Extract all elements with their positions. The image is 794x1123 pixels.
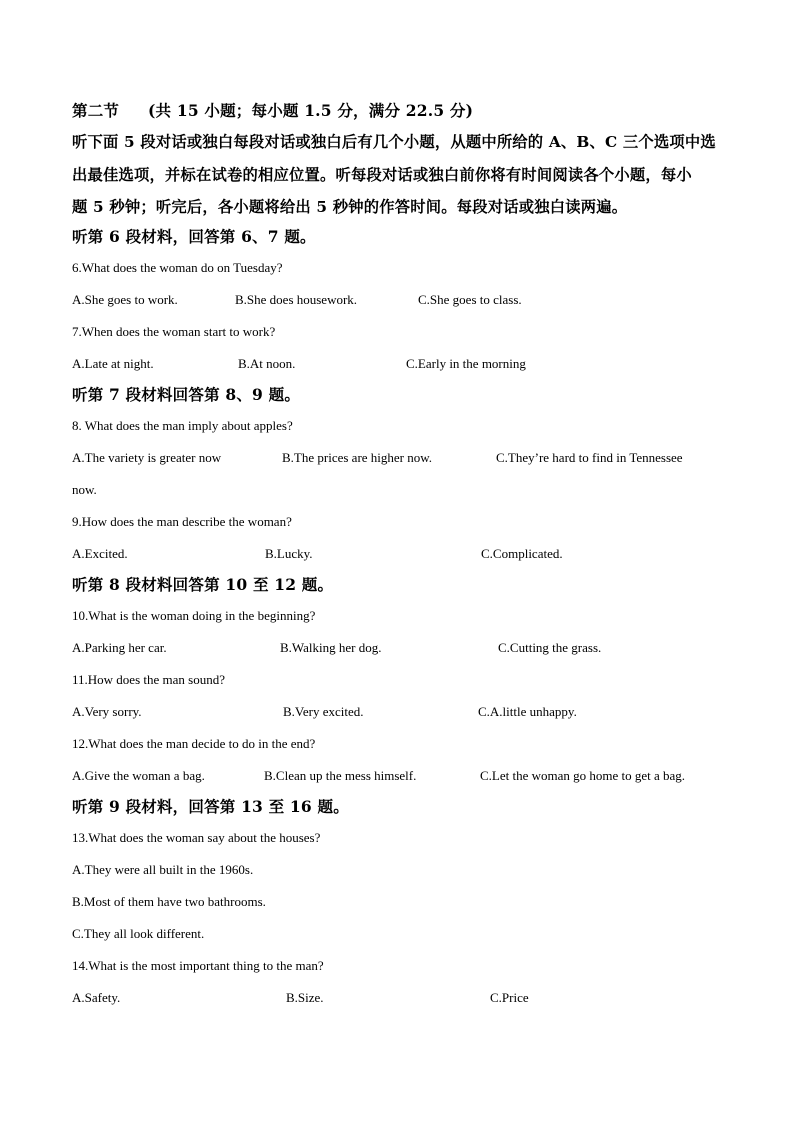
section-title	[72, 96, 732, 126]
question-12	[72, 728, 732, 792]
question-6	[72, 252, 732, 316]
instructions	[72, 126, 732, 222]
question-7	[72, 316, 732, 380]
option-b[interactable]: B.The prices are higher now.	[282, 450, 433, 465]
option-c[interactable]: C.She goes to class.	[418, 292, 522, 307]
instruction-line: 题 5 秒钟；听完后，各小题将给出 5 秒钟的作答时间。每段对话或独白读两遍。	[72, 198, 628, 216]
option-a[interactable]: A.Very sorry.	[72, 704, 142, 719]
option-a[interactable]: A.She goes to work.	[72, 292, 178, 307]
option-b[interactable]: B.Walking her dog.	[280, 640, 382, 655]
group-heading-8: 听第 8 段材料回答第 10 至 12 题。	[72, 575, 334, 594]
option-b[interactable]: B.Most of them have two bathrooms.	[72, 894, 266, 909]
option-a[interactable]: A.Give the woman a bag.	[72, 768, 205, 783]
option-c[interactable]: C.A.little unhappy.	[478, 704, 577, 719]
instruction-line: 听下面 5 段对话或独白每段对话或独白后有几个小题，从题中所给的 A、B、C 三个选项中选	[72, 133, 716, 151]
question-11	[72, 664, 732, 728]
question-stem: 9.How does the man describe the woman?	[72, 514, 292, 529]
option-c-continuation: now.	[72, 482, 97, 497]
option-a[interactable]: A.Parking her car.	[72, 640, 167, 655]
question-options	[72, 760, 732, 792]
option-a[interactable]: A.Safety.	[72, 990, 121, 1005]
option-a[interactable]: A.Late at night.	[72, 356, 154, 371]
option-c[interactable]: C.Let the woman go home to get a bag.	[480, 768, 686, 783]
question-stem: 11.How does the man sound?	[72, 672, 225, 687]
option-c[interactable]: C.Complicated.	[481, 546, 563, 561]
group-heading-9: 听第 9 段材料，回答第 13 至 16 题。	[72, 797, 349, 816]
question-options	[72, 284, 732, 316]
instruction-line: 出最佳选项，并标在试卷的相应位置。听每段对话或独白前你将有时间阅读各个小题，每小	[72, 166, 692, 184]
question-stem: 13.What does the woman say about the houses?	[72, 830, 321, 845]
question-10	[72, 600, 732, 664]
section-name: 第二节	[72, 101, 120, 120]
question-stem: 6.What does the woman do on Tuesday?	[72, 260, 283, 275]
question-14	[72, 950, 732, 1014]
option-c[interactable]: C.Early in the morning	[406, 356, 526, 371]
question-options	[72, 632, 732, 664]
option-a[interactable]: A.Excited.	[72, 546, 128, 561]
question-options	[72, 538, 732, 570]
option-c[interactable]: C.They all look different.	[72, 926, 205, 941]
option-a[interactable]: A.They were all built in the 1960s.	[72, 862, 254, 877]
question-options	[72, 696, 732, 728]
option-b[interactable]: B.Very excited.	[283, 704, 364, 719]
option-b[interactable]: B.She does housework.	[235, 292, 358, 307]
option-b[interactable]: B.Size.	[286, 990, 324, 1005]
option-b[interactable]: B.At noon.	[238, 356, 296, 371]
question-stem: 14.What is the most important thing to the man?	[72, 958, 324, 973]
option-a[interactable]: A.The variety is greater now	[72, 450, 222, 465]
group-heading-6: 听第 6 段材料，回答第 6、7 题。	[72, 227, 316, 246]
section-info: (共 15 小题；每小题 1.5 分，满分 22.5 分)	[148, 101, 474, 120]
option-b[interactable]: B.Clean up the mess himself.	[264, 768, 417, 783]
option-c[interactable]: C.Price	[490, 990, 529, 1005]
option-c[interactable]: C.They’re hard to find in Tennessee	[496, 450, 683, 465]
question-stem: 8. What does the man imply about apples?	[72, 418, 293, 433]
question-options	[72, 982, 732, 1014]
question-options	[72, 348, 732, 380]
question-8	[72, 410, 732, 506]
question-9	[72, 506, 732, 570]
question-13	[72, 822, 732, 950]
option-c[interactable]: C.Cutting the grass.	[498, 640, 602, 655]
question-stem: 7.When does the woman start to work?	[72, 324, 276, 339]
exam-page	[72, 96, 732, 1014]
group-heading-7: 听第 7 段材料回答第 8、9 题。	[72, 385, 301, 404]
question-stem: 12.What does the man decide to do in the end?	[72, 736, 316, 751]
question-options	[72, 442, 732, 474]
option-b[interactable]: B.Lucky.	[265, 546, 313, 561]
question-stem: 10.What is the woman doing in the beginning?	[72, 608, 316, 623]
